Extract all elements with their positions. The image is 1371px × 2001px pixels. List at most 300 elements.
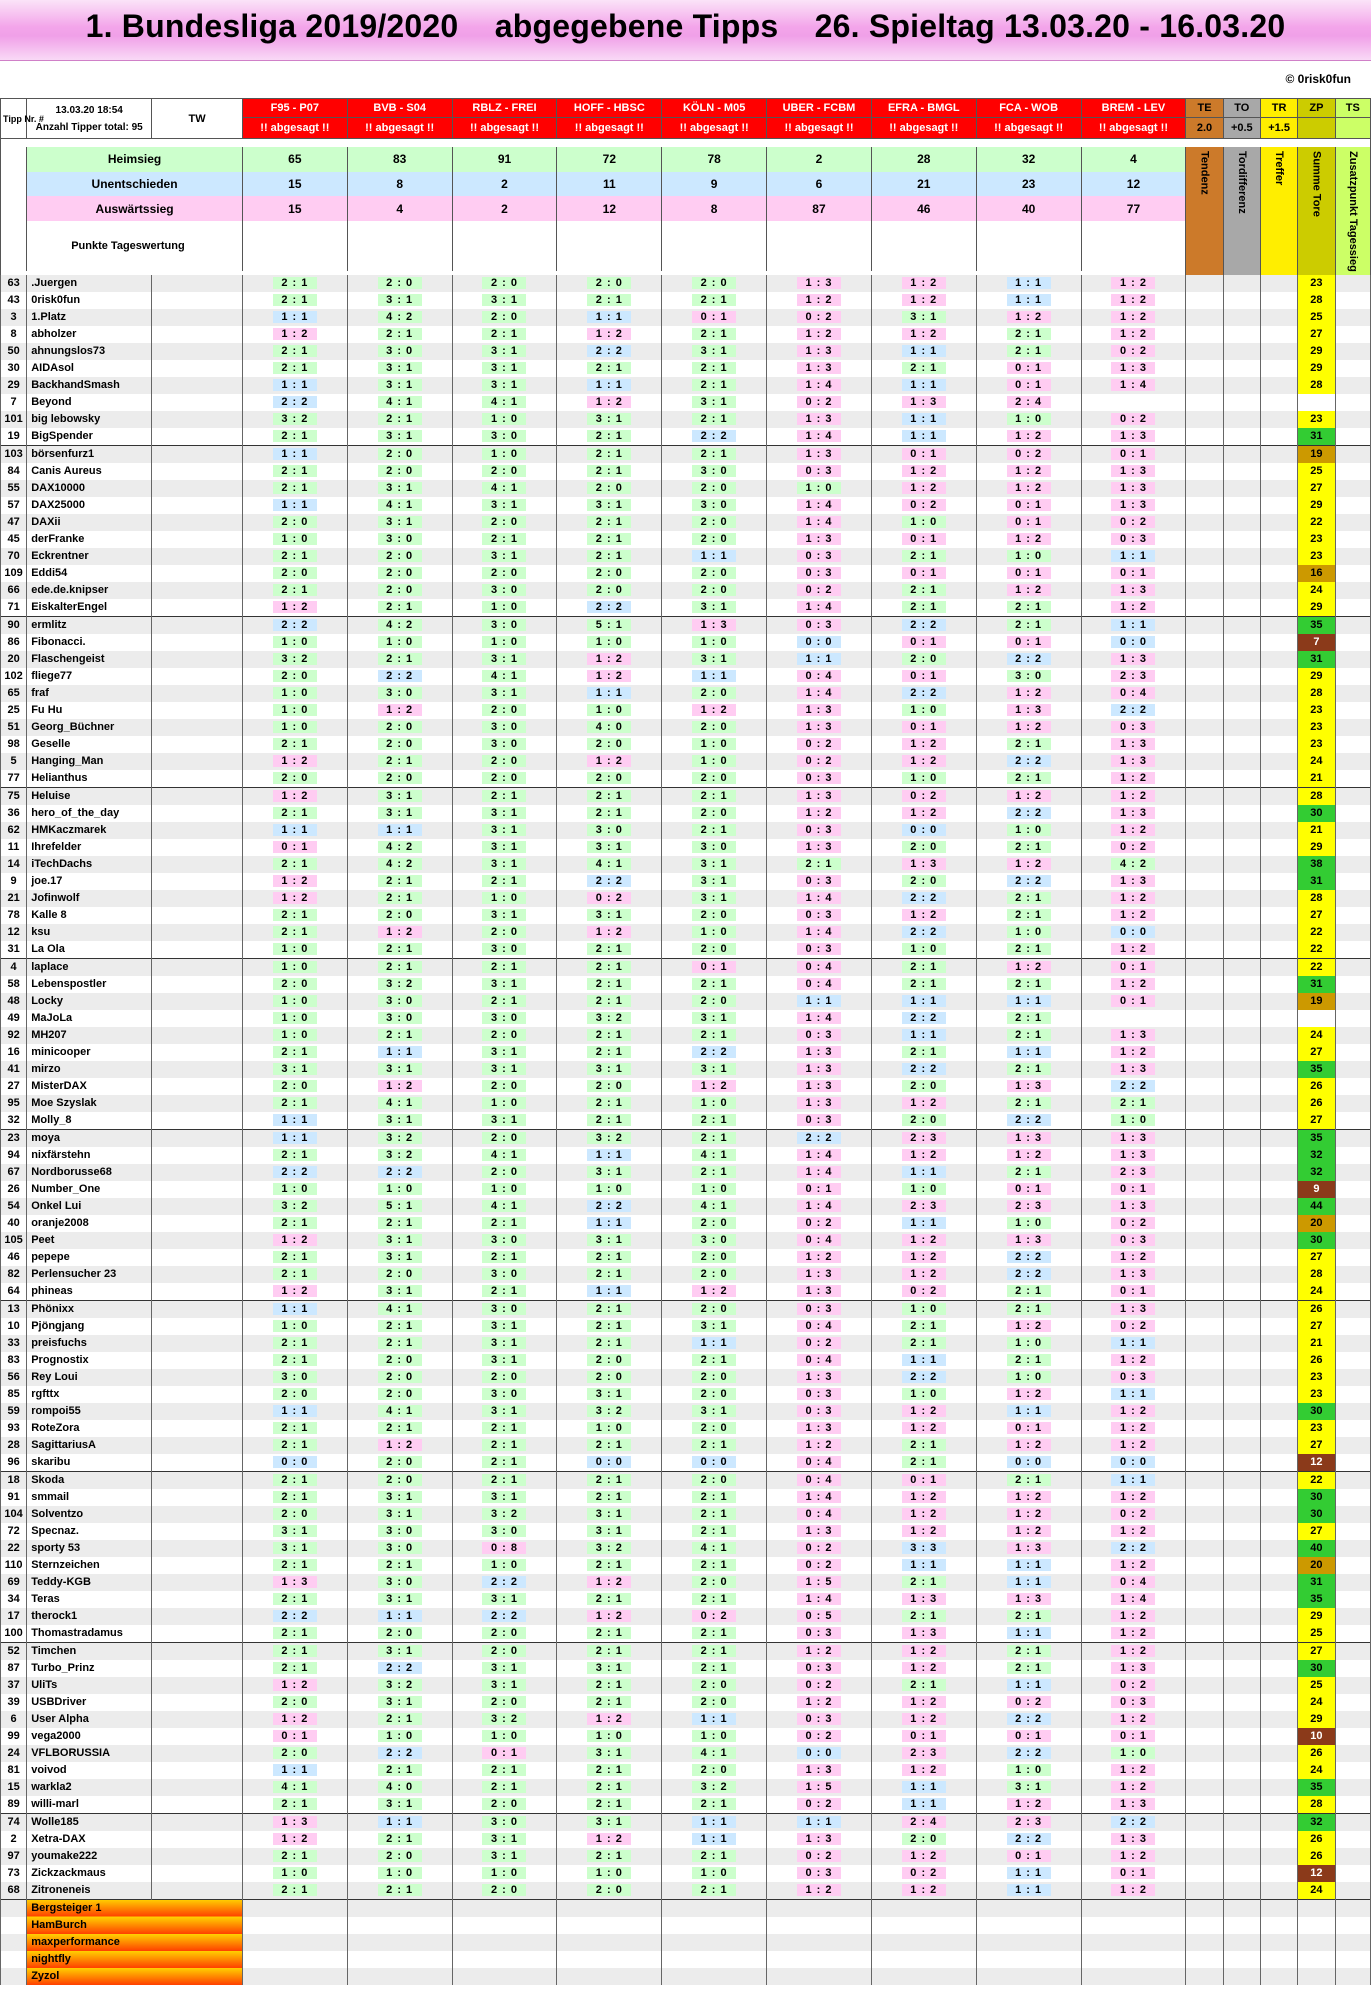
tipp-cell <box>242 428 347 446</box>
tipp-value: 2 : 1 <box>587 516 631 528</box>
tipp-value: 1 : 1 <box>692 1713 736 1725</box>
tw-cell <box>152 1506 243 1523</box>
tipp-cell <box>347 668 452 685</box>
ts-cell <box>1335 411 1370 428</box>
tipp-value: 2 : 0 <box>587 277 631 289</box>
ts-cell <box>1335 1711 1370 1728</box>
zp-cell: 20 <box>1298 1557 1335 1574</box>
tipp-value: 3 : 1 <box>692 653 736 665</box>
info-header <box>27 99 152 139</box>
bonus-cell <box>1223 1728 1260 1745</box>
tipper-name: mirzo <box>27 1061 152 1078</box>
tipp-value: 1 : 2 <box>587 1713 631 1725</box>
bonus-cell <box>1186 377 1223 394</box>
tipp-value: 2 : 1 <box>378 892 422 904</box>
tipp-cell <box>976 634 1081 651</box>
tipp-value: 1 : 1 <box>692 670 736 682</box>
tipp-nr: 14 <box>1 856 27 873</box>
tipp-value: 2 : 1 <box>587 1781 631 1793</box>
tipp-value: 2 : 0 <box>482 755 526 767</box>
tipp-cell <box>976 1865 1081 1882</box>
tipp-cell <box>1081 1283 1186 1301</box>
tipp-cell <box>662 1694 767 1711</box>
tipp-cell <box>452 822 557 839</box>
tipp-cell <box>1081 1677 1186 1694</box>
ts-cell <box>1335 1266 1370 1283</box>
tipp-value: 2 : 0 <box>692 1422 736 1434</box>
tipp-cell <box>452 514 557 531</box>
bonus-cell <box>1260 719 1297 736</box>
tipp-value: 2 : 1 <box>378 1320 422 1332</box>
tipp-nr: 90 <box>1 616 27 634</box>
ts-cell <box>1335 1215 1370 1232</box>
bonus-cell <box>1223 1318 1260 1335</box>
tipp-value: 0 : 1 <box>692 961 736 973</box>
zp-cell: 28 <box>1298 685 1335 702</box>
tipp-nr: 103 <box>1 445 27 463</box>
tipp-value: 2 : 0 <box>482 1132 526 1144</box>
punkte-cell <box>976 221 1081 270</box>
tipp-cell <box>976 907 1081 924</box>
bonus-cell <box>1223 719 1260 736</box>
table-row <box>1 1745 1371 1762</box>
tipp-cell <box>452 873 557 890</box>
tipp-value: 2 : 0 <box>273 1388 317 1400</box>
tipp-cell <box>242 1711 347 1728</box>
tipp-value: 1 : 4 <box>797 430 841 442</box>
tipp-value: 1 : 2 <box>902 465 946 477</box>
tipp-value: 0 : 2 <box>797 1679 841 1691</box>
tipp-value: 0 : 3 <box>1111 1234 1155 1246</box>
zp-cell: 28 <box>1298 377 1335 394</box>
tipp-nr: 92 <box>1 1027 27 1044</box>
tipp-cell <box>976 1198 1081 1215</box>
bonus-cell <box>1260 702 1297 719</box>
tipp-value: 1 : 2 <box>902 1251 946 1263</box>
tipp-value: 2 : 1 <box>378 1764 422 1776</box>
tipp-cell <box>1081 1147 1186 1164</box>
tw-cell <box>152 1061 243 1078</box>
tipp-value: 3 : 0 <box>273 1371 317 1383</box>
tipp-cell <box>662 1164 767 1181</box>
tipp-value: 1 : 4 <box>797 1166 841 1178</box>
tipp-cell <box>767 1591 872 1608</box>
tipp-cell <box>347 890 452 907</box>
tipp-cell <box>347 309 452 326</box>
tipp-cell <box>767 1112 872 1130</box>
tipper-name: DAX10000 <box>27 480 152 497</box>
bonus-cell <box>1260 1608 1297 1625</box>
tipp-value: 2 : 1 <box>587 533 631 545</box>
tipp-value: 0 : 4 <box>797 1320 841 1332</box>
bonus-cell <box>1260 377 1297 394</box>
tw-cell <box>152 480 243 497</box>
tipp-value: 1 : 2 <box>902 1713 946 1725</box>
tipp-value: 1 : 3 <box>797 1422 841 1434</box>
tipp-value: 2 : 0 <box>692 277 736 289</box>
tipp-value: 4 : 1 <box>273 1781 317 1793</box>
tipp-cell <box>1081 1608 1186 1625</box>
tipp-cell <box>452 428 557 446</box>
tipp-cell <box>662 958 767 976</box>
ts-cell <box>1335 1318 1370 1335</box>
tipp-cell <box>871 1471 976 1489</box>
bonus-cell <box>1223 377 1260 394</box>
ts-cell <box>1335 1762 1370 1779</box>
ts-cell <box>1335 924 1370 941</box>
tipp-value: 2 : 2 <box>482 1576 526 1588</box>
zp-cell: 24 <box>1298 1762 1335 1779</box>
table-row <box>1 1095 1371 1112</box>
bonus-cell <box>1260 1369 1297 1386</box>
tipp-value: 1 : 2 <box>1111 1251 1155 1263</box>
tipp-cell <box>452 1044 557 1061</box>
game-state: !! abgesagt !! <box>557 118 662 139</box>
zp-cell: 16 <box>1298 565 1335 582</box>
late-tipper-row <box>1 1951 1371 1968</box>
tipp-value: 1 : 3 <box>1111 755 1155 767</box>
tipp-value: 1 : 4 <box>797 601 841 613</box>
tipp-cell <box>662 873 767 890</box>
title-banner <box>0 0 1371 61</box>
tipp-value: 2 : 1 <box>482 1422 526 1434</box>
tipp-cell <box>1081 1642 1186 1660</box>
bonus-cell <box>1223 1813 1260 1831</box>
empty-cell <box>1335 1934 1370 1951</box>
tipp-nr: 71 <box>1 599 27 617</box>
bonus-cell <box>1223 822 1260 839</box>
tipp-value: 2 : 1 <box>587 1491 631 1503</box>
tipp-cell <box>347 616 452 634</box>
tipp-cell <box>767 1642 872 1660</box>
tipp-cell <box>347 428 452 446</box>
tw-cell <box>152 1335 243 1352</box>
tipp-nr: 83 <box>1 1352 27 1369</box>
tipp-value: 2 : 1 <box>273 430 317 442</box>
ts-cell <box>1335 770 1370 788</box>
tipp-cell <box>1081 1061 1186 1078</box>
tipp-value: 2 : 0 <box>692 807 736 819</box>
tipp-value: 2 : 1 <box>692 1508 736 1520</box>
tipp-cell <box>1081 1506 1186 1523</box>
empty-cell <box>242 1917 347 1934</box>
tipp-nr: 21 <box>1 890 27 907</box>
empty-cell <box>1223 1917 1260 1934</box>
tipp-cell <box>557 1403 662 1420</box>
tipp-cell <box>347 343 452 360</box>
tipp-value: 2 : 0 <box>482 516 526 528</box>
tipp-cell <box>662 275 767 292</box>
tipp-cell <box>452 377 557 394</box>
tipp-cell <box>242 411 347 428</box>
tipp-cell <box>871 582 976 599</box>
tipper-name: 1.Platz <box>27 309 152 326</box>
tipp-value: 0 : 1 <box>1111 448 1155 460</box>
tipp-cell <box>242 1471 347 1489</box>
tipp-value: 3 : 1 <box>378 790 422 802</box>
bonus-cell <box>1186 1745 1223 1762</box>
tipp-cell <box>1081 736 1186 753</box>
ts-cell <box>1335 1540 1370 1557</box>
tipp-cell <box>976 753 1081 770</box>
ts-cell <box>1335 531 1370 548</box>
tipp-value: 2 : 2 <box>902 687 946 699</box>
tipp-value: 3 : 1 <box>378 1645 422 1657</box>
tipp-cell <box>871 668 976 685</box>
tipp-value: 3 : 1 <box>587 1388 631 1400</box>
tipp-value: 3 : 2 <box>692 1781 736 1793</box>
tipp-value: 2 : 1 <box>273 926 317 938</box>
tipp-value: 2 : 0 <box>482 772 526 784</box>
tipp-value: 1 : 0 <box>692 1730 736 1742</box>
tipp-value: 2 : 0 <box>692 772 736 784</box>
tipp-cell <box>767 1215 872 1232</box>
tipp-value: 2 : 0 <box>378 550 422 562</box>
tipper-name: RoteZora <box>27 1420 152 1437</box>
tipp-value: 1 : 0 <box>273 943 317 955</box>
table-row <box>1 1420 1371 1437</box>
tipp-cell <box>347 1078 452 1095</box>
tipp-value: 2 : 1 <box>692 1662 736 1674</box>
tipp-cell <box>452 1061 557 1078</box>
tipp-value: 1 : 3 <box>1007 704 1051 716</box>
tipp-cell <box>767 634 872 651</box>
tipp-nr: 89 <box>1 1796 27 1814</box>
tipp-grid <box>0 98 1371 1985</box>
tw-cell <box>152 275 243 292</box>
tipp-value: 2 : 3 <box>902 1200 946 1212</box>
tw-cell <box>152 907 243 924</box>
tipp-value: 1 : 2 <box>902 1405 946 1417</box>
tw-cell <box>152 685 243 702</box>
tipp-cell <box>976 1078 1081 1095</box>
tw-cell <box>152 1010 243 1027</box>
tipp-cell <box>557 582 662 599</box>
tipp-nr: 57 <box>1 497 27 514</box>
tipp-value: 1 : 2 <box>1111 1884 1155 1896</box>
tipp-nr: 98 <box>1 736 27 753</box>
tipp-value: 2 : 1 <box>587 978 631 990</box>
zp-cell: 28 <box>1298 292 1335 309</box>
tipp-value: 3 : 1 <box>482 978 526 990</box>
tipp-cell <box>452 924 557 941</box>
empty-cell <box>347 1968 452 1985</box>
tipp-value: 1 : 0 <box>482 601 526 613</box>
table-row <box>1 1249 1371 1266</box>
empty-cell <box>1298 1968 1335 1985</box>
tipp-value: 1 : 3 <box>1111 1798 1155 1810</box>
tipp-value: 1 : 2 <box>902 909 946 921</box>
tipp-value: 0 : 2 <box>797 1217 841 1229</box>
zp-cell: 23 <box>1298 736 1335 753</box>
bonus-cell <box>1260 1112 1297 1130</box>
tw-cell <box>152 822 243 839</box>
tipp-value: 1 : 0 <box>587 1183 631 1195</box>
tipp-value: 2 : 1 <box>587 362 631 374</box>
bonus-cell <box>1260 1181 1297 1198</box>
tipp-cell <box>976 651 1081 668</box>
stat-label <box>27 147 243 172</box>
tipp-cell <box>557 1300 662 1318</box>
tipp-cell <box>557 805 662 822</box>
tipp-cell <box>557 1489 662 1506</box>
tipp-nr: 77 <box>1 770 27 788</box>
bonus-long <box>1298 147 1335 275</box>
tipp-cell <box>452 1369 557 1386</box>
tipp-cell <box>452 1728 557 1745</box>
tipp-cell <box>242 1266 347 1283</box>
tipper-name: Onkel Lui <box>27 1198 152 1215</box>
tipp-cell <box>1081 1352 1186 1369</box>
tipp-value: 2 : 0 <box>482 1029 526 1041</box>
tipp-value: 1 : 0 <box>692 636 736 648</box>
tipp-nr <box>1 1951 27 1968</box>
tipp-value: 2 : 1 <box>482 790 526 802</box>
table-row <box>1 1403 1371 1420</box>
tipper-name: Zickzackmaus <box>27 1865 152 1882</box>
empty-cell <box>1081 1934 1186 1951</box>
bonus-cell <box>1223 1420 1260 1437</box>
tipp-cell <box>662 1454 767 1472</box>
tipp-value: 2 : 1 <box>587 465 631 477</box>
bonus-cell <box>1260 1318 1297 1335</box>
tipp-value: 1 : 0 <box>273 704 317 716</box>
bonus-cell <box>1223 958 1260 976</box>
tipp-value: 2 : 1 <box>692 1132 736 1144</box>
ts-cell <box>1335 616 1370 634</box>
tipp-value: 0 : 4 <box>797 1508 841 1520</box>
bonus-cell <box>1223 480 1260 497</box>
bonus-cell <box>1186 958 1223 976</box>
tipp-cell <box>767 1318 872 1335</box>
tipp-cell <box>1081 343 1186 360</box>
tipp-cell <box>662 702 767 719</box>
tipp-cell <box>767 565 872 582</box>
tipp-value: 1 : 3 <box>797 1285 841 1297</box>
bonus-cell <box>1186 1779 1223 1796</box>
tipp-cell <box>347 1625 452 1643</box>
tipp-value: 2 : 1 <box>273 1662 317 1674</box>
tipp-value: 3 : 0 <box>482 1303 526 1315</box>
tipp-nr: 23 <box>1 1129 27 1147</box>
zp-cell: 35 <box>1298 1129 1335 1147</box>
tipp-cell <box>767 1625 872 1643</box>
tw-cell <box>152 1660 243 1677</box>
tipp-cell <box>767 787 872 805</box>
tipp-cell <box>976 873 1081 890</box>
tipp-nr: 81 <box>1 1762 27 1779</box>
ts-cell <box>1335 1625 1370 1643</box>
tipp-cell <box>976 360 1081 377</box>
bonus-cell <box>1260 582 1297 599</box>
tipp-value: 1 : 3 <box>797 362 841 374</box>
bonus-cell <box>1223 1591 1260 1608</box>
tipp-cell <box>976 1660 1081 1677</box>
bonus-abbr-text: TS <box>1345 102 1360 114</box>
tipp-cell <box>767 753 872 770</box>
tipp-value: 3 : 1 <box>587 1234 631 1246</box>
tipp-cell <box>242 890 347 907</box>
ts-cell <box>1335 1779 1370 1796</box>
tipp-cell <box>242 616 347 634</box>
tipp-cell <box>242 1694 347 1711</box>
tipp-nr: 85 <box>1 1386 27 1403</box>
tipp-cell <box>1081 1762 1186 1779</box>
tipp-value: 2 : 0 <box>378 1850 422 1862</box>
tipp-value: 2 : 0 <box>482 1645 526 1657</box>
tipp-cell <box>871 736 976 753</box>
tipp-value: 2 : 1 <box>692 379 736 391</box>
tipp-value: 2 : 3 <box>1111 670 1155 682</box>
tw-cell <box>152 616 243 634</box>
tipp-value: 0 : 4 <box>797 1234 841 1246</box>
tipp-value: 1 : 4 <box>797 1593 841 1605</box>
tipp-value: 2 : 0 <box>378 1388 422 1400</box>
tw-cell <box>152 856 243 873</box>
tw-cell <box>152 1677 243 1694</box>
tipp-cell <box>557 548 662 565</box>
tipp-value: 3 : 0 <box>482 1268 526 1280</box>
bonus-cell <box>1186 1523 1223 1540</box>
tipp-value: 2 : 1 <box>273 1850 317 1862</box>
tipp-value: 1 : 3 <box>1111 1029 1155 1041</box>
tipp-value: 1 : 3 <box>902 396 946 408</box>
bonus-cell <box>1260 873 1297 890</box>
bonus-cell <box>1223 890 1260 907</box>
tipp-value: 0 : 1 <box>902 670 946 682</box>
tipp-nr: 17 <box>1 1608 27 1625</box>
tipp-cell <box>347 805 452 822</box>
tipp-cell <box>347 497 452 514</box>
bonus-cell <box>1223 1831 1260 1848</box>
tipp-cell <box>976 292 1081 309</box>
tipp-value: 2 : 1 <box>1007 1610 1051 1622</box>
tipp-cell <box>557 463 662 480</box>
tipp-cell <box>1081 1386 1186 1403</box>
empty-cell <box>242 1934 347 1951</box>
tipp-cell <box>347 1677 452 1694</box>
tipp-value: 2 : 1 <box>1007 619 1051 631</box>
tipp-value: 0 : 1 <box>1007 1422 1051 1434</box>
tw-cell <box>152 1420 243 1437</box>
tipp-value: 1 : 3 <box>1111 875 1155 887</box>
tipp-value: 1 : 2 <box>1111 1439 1155 1451</box>
tipp-value: 1 : 3 <box>797 1268 841 1280</box>
tipp-value: 4 : 1 <box>378 396 422 408</box>
tipp-value: 0 : 2 <box>797 1730 841 1742</box>
zp-cell: 24 <box>1298 1882 1335 1900</box>
tipp-value: 1 : 3 <box>1111 807 1155 819</box>
tipp-value: 1 : 3 <box>1007 1593 1051 1605</box>
bonus-cell <box>1260 770 1297 788</box>
tipp-cell <box>976 993 1081 1010</box>
tipp-value: 1 : 1 <box>1007 1405 1051 1417</box>
tipp-value: 3 : 0 <box>378 995 422 1007</box>
tipp-nr: 78 <box>1 907 27 924</box>
tipp-cell <box>452 394 557 411</box>
zp-cell: 24 <box>1298 1027 1335 1044</box>
tipp-cell <box>976 377 1081 394</box>
tipp-cell <box>557 1813 662 1831</box>
empty-cell <box>242 1951 347 1968</box>
tipp-value: 1 : 0 <box>587 1730 631 1742</box>
tipp-nr: 55 <box>1 480 27 497</box>
bonus-abbr <box>1298 99 1335 118</box>
tipp-cell <box>1081 1095 1186 1112</box>
tipp-cell <box>452 275 557 292</box>
tipp-value: 3 : 1 <box>482 653 526 665</box>
tipper-name: Teras <box>27 1591 152 1608</box>
